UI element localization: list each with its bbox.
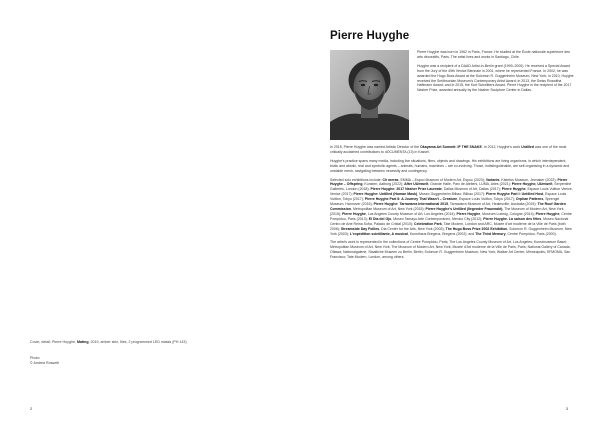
exhibition-title: Orphan Patterns xyxy=(515,197,544,202)
artist-portrait xyxy=(330,50,409,140)
portrait-photo-icon xyxy=(330,50,409,140)
exhibition-title: Pierre Huyghe: Tarrawarra International 2015 xyxy=(373,202,449,207)
bio-paragraph-collections: The artist's work is represented in the collections of Centre Pompidou, Paris; The Los Angeles County Museum of Art, Los Angeles; Kunstmuseum Basel; Metropolitan Museum of Art, New York; The Museum of Modern Art, New York; Musée d'Art moderne de la Ville de Paris, Paris; National Gallery of Canada, Ottawa; Nationalgalerie, Staatliche Museen zu Berlin, Berlin; Solomon R. Guggenheim Museum, New York; Walker Art Center, Minneapolis; SFMOMA, San Francisco; Tate Modern, London, among others. xyxy=(330,240,571,260)
exhibition-title: Pierre Huyghe's Untilled (liegender Frauenakt) xyxy=(425,206,503,211)
exhibition-title: Celebration Park xyxy=(414,221,442,226)
caption-artwork-title: Mating xyxy=(76,340,89,344)
page-title: Pierre Huyghe xyxy=(330,30,410,42)
exhibition-title: Pierre Huyghe: Untilled (Human Mask) xyxy=(353,192,418,197)
exhibition-title: Pierre Huyghe xyxy=(456,211,481,216)
exhibition-title: L'expédition scintillante, A musical xyxy=(349,231,408,236)
exhibition-title: The Roof Garden Commission xyxy=(330,202,566,211)
exhibition-title: Pierre Huyghe, UUmwelt xyxy=(511,182,553,187)
credit-line: © Andrea Rossetti xyxy=(30,361,60,365)
bio-paragraph: Pierre Huyghe was born in 1962 in Paris, France. He studied at the École nationale supérieure des arts décoratifs, Paris. The artist lives and works in Santiago, Chile. xyxy=(417,50,570,59)
highlighted-title: Okayama Art Summit: IF THE SNAKE xyxy=(420,145,482,149)
highlighted-title: Untilled xyxy=(521,145,535,149)
exhibition-title: Streamside Day Follies xyxy=(340,226,380,231)
bio-paragraph-artistic-director: In 2015, Pierre Huyghe was named Artistic Director of the Okayama Art Summit: IF THE SNAKE. In 2012, Huyghe's work Untilled was one of the most critically acclaimed contributions to dOCUMENTA (13) in Kassel. xyxy=(330,145,567,154)
bio-paragraph: Huyghe was a recipient of a DAAD Artist-in-Berlin grant (1999–2000). He received a Special Award from the Jury of the 49th Venice Biennale in 2001, where he represented France. In 2002, he was awarded the Hugo Boss Award at the Solomon R. Guggenheim Museum, New York; in 2010, Huyghe received the Smithsonian Museum's Contemporary Artist Award; in 2013, the Swiss Roswitha Haftmann Award; and in 2015, the Kurt Schwitters Award. Pierre Huyghe is the recipient of the 2017 Nasher Prize, awarded annually by the Nasher Sculpture Center in Dallas. xyxy=(417,63,574,93)
exhibition-title: Pierre Huyghe xyxy=(342,211,366,216)
exhibition-title: Pierre Huyghe Part I: Untilled Host xyxy=(486,192,544,197)
exhibition-title: Pierre Huyghe. La saison des fêtes xyxy=(483,216,542,221)
exhibition-title: Pierre Huyghe – Offspring xyxy=(330,177,568,187)
exhibition-title: Pierre Huyghe xyxy=(535,211,560,216)
exhibition-title: El Dia del Ojo xyxy=(368,216,392,221)
credit-line: Photo: xyxy=(30,356,41,360)
bio-paragraph-solo-exhibitions: Selected solo exhibitions include: Ch meras, EMMA – Espoo Museum of Modern Art, Espoo (2023); Variants, Kistefos Museum, Jevnaker (2022); Pierre Huyghe – Offspring, Kunsten, Aalborg (2022); After UUmwelt, Grande Halle, Parc de Ateliers, LUMA, Arles (2021); Pierre Huyghe, UUmwelt, Serpentine Galleries, London (2018); Pierre Huyghe: 2017 Nasher Prize Laureate, Dallas Museum of Art, Dallas (2017); Pierre Huyghe, Espace Louis Vuitton Venice, Venice (2017); Pierre Huyghe: Untilled (Human Mask), Museo Guggenheim Bilbao, Bilbao (2017); Pierre Huyghe Part I: Untilled Host, Espace Louis Vuitton, Tokyo (2017); Pierre Huyghe Part II: A Journey That Wasn't – Creature, Espace Louis Vuitton, Tokyo (2017); Orphan Patterns, Sprengel Museum, Hannover (2016); Pierre Huyghe: Tarrawarra International 2015, Tarrawarra Museum of Art, Healesville, Australia (2015); The Roof Garden Commission, Metropolitan Museum of Art, New York (2015); Pierre Huyghe's Untilled (liegender Frauenakt), The Museum of Modern Art, New York (2015); Pierre Huyghe, Los Angeles County Museum of Art, Los Angeles (2014); Pierre Huyghe, Museum Ludwig, Cologne (2014); Pierre Huyghe, Centre Pompidou, Paris (2013); El Dia del Ojo, Museo Tamayo Arte Contemporáneo, Mexico City (2012); Pierre Huyghe. La saison des fêtes, Museo Nacional Centro de Arte Reina Sofía, Palacio de Cristal (2010); Celebration Park, Tate Modern, London and ARC, Musée d'art moderne de la Ville de Paris (both 2006); Streamside Day Follies, Dia Center for the Arts, New York (2003); The Hugo Boss Prize 2002 Exhibition, Solomon R. Guggenheim Museum, New York (2003); L'expédition scintillante, A musical, Kunsthaus Bregenz, Bregenz (2002); and The Third Memory, Centre Pompidou, Paris (2000). xyxy=(330,177,573,236)
exhibition-title: The Hugo Boss Prize 2002 Exhibition xyxy=(445,226,508,231)
cover-caption: Cover, detail: Pierre Huyghe, Mating, 2019, amber skin, flies, 2 programmed LED masks (PH 143) xyxy=(30,340,187,344)
bio-intro xyxy=(417,50,574,97)
exhibition-title: Ch meras xyxy=(382,177,399,182)
page-number-right: 3 xyxy=(565,406,568,411)
bio-paragraph-practice: Huyghe's practice spans many media, including live situations, films, objects and drawings. His exhibitions are living organisms, in which interdependent, biotic and abiotic, real and symbolic agents – animals, humans, machines – are co-evolving. Those, indistinguishable, are self-organising in a dynamic and unstable mesh, navigating between necessity and contingency. xyxy=(330,158,570,173)
page-number-left: 2 xyxy=(30,406,33,411)
exhibition-title: Pierre Huyghe xyxy=(501,187,526,192)
exhibition-title: Variants xyxy=(485,177,500,182)
exhibition-title: After UUmwelt xyxy=(404,182,429,187)
bio-body xyxy=(330,145,574,264)
exhibition-title: Pierre Huyghe Part II: A Journey That Wasn't – Creature xyxy=(364,197,458,202)
right-page xyxy=(300,0,600,424)
exhibition-title: Pierre Huyghe: 2017 Nasher Prize Laureate xyxy=(370,187,442,192)
photo-credit xyxy=(30,356,150,366)
exhibition-title: The Third Memory xyxy=(475,231,506,236)
